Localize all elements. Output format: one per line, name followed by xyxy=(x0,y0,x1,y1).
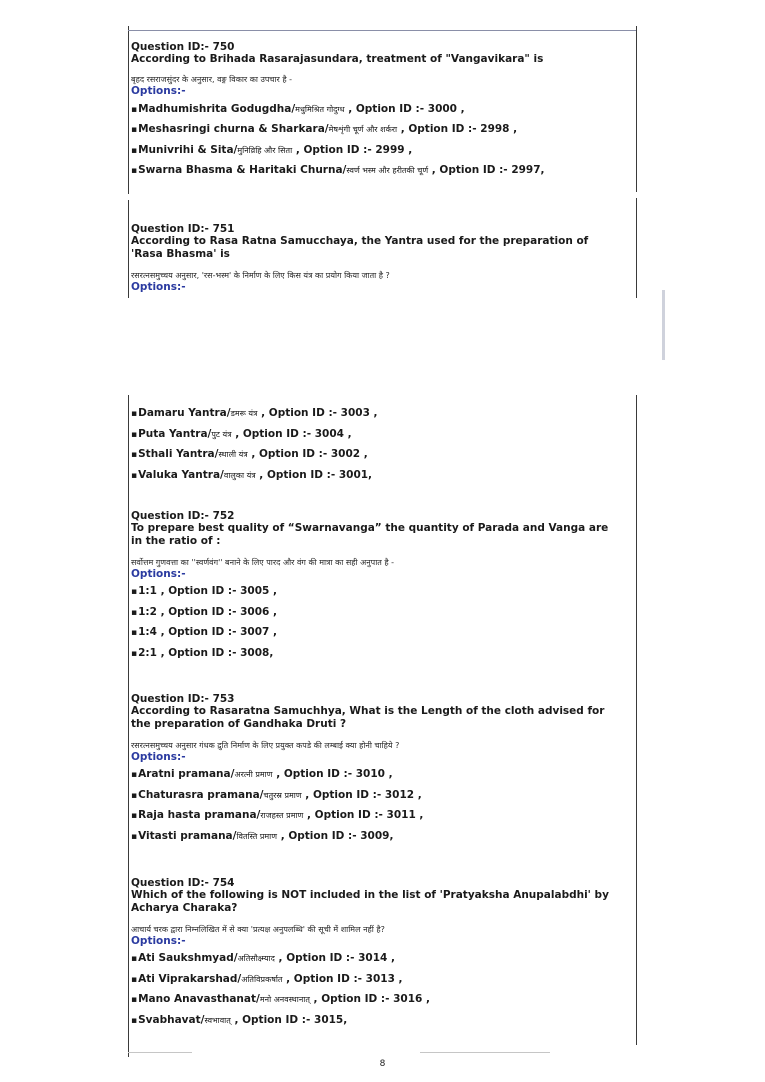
question-750 xyxy=(131,41,621,177)
right-border-mid xyxy=(636,198,637,298)
option-item: ▪ Valuka Yantra/वालुका यंत्र , Option ID :- 3001, xyxy=(131,469,621,482)
question-id: Question ID:- 753 xyxy=(131,693,235,705)
scan-mark xyxy=(662,290,665,360)
question-text: To prepare best quality of “Swarnavanga” the quantity of Parada and Vanga are in the ratio of : xyxy=(131,522,609,547)
option-item: ▪ Svabhavat/स्वभावात् , Option ID :- 3015, xyxy=(131,1014,621,1027)
page-number: 8 xyxy=(379,1059,386,1069)
left-border-bottom xyxy=(128,395,129,1057)
left-border-top xyxy=(128,26,129,194)
right-border-bottom xyxy=(636,395,637,1045)
option-item: ▪ 1:2 , Option ID :- 3006 , xyxy=(131,606,621,627)
bottom-rule-left xyxy=(128,1052,192,1053)
question-752 xyxy=(131,510,621,660)
option-item: ▪ Madhumishrita Godugdha/मधुमिश्रित गोदुग्ध , Option ID :- 3000 , xyxy=(131,103,621,124)
options-list xyxy=(131,103,621,178)
question-id: Question ID:- 750 xyxy=(131,41,235,53)
right-border-top xyxy=(636,26,637,192)
option-item: ▪ 1:1 , Option ID :- 3005 , xyxy=(131,585,621,606)
options-list xyxy=(131,585,621,660)
question-id: Question ID:- 751 xyxy=(131,223,235,235)
question-text-hindi: रसरत्नसमुच्चय अनुसार, 'रस-भस्म' के निर्माण के लिए किस यंत्र का प्रयोग किया जाता है ? xyxy=(131,271,390,280)
options-label: Options:- xyxy=(131,84,186,97)
option-item: ▪ Vitasti pramana/वितस्ति प्रमाण , Option ID :- 3009, xyxy=(131,830,621,843)
option-item: ▪ Aratni pramana/अरत्नी प्रमाण , Option ID :- 3010 , xyxy=(131,768,621,789)
options-label: Options:- xyxy=(131,568,186,580)
question-753 xyxy=(131,693,621,843)
option-item: ▪ 1:4 , Option ID :- 3007 , xyxy=(131,626,621,647)
options-label: Options:- xyxy=(131,935,186,947)
question-text-hindi: बृहद रसराजसुंदर के अनुसार, वङ्ग विकार का उपचार है - xyxy=(131,74,293,84)
question-text: According to Rasaratna Samuchhya, What is the Length of the cloth advised for the preparation of Gandhaka Druti ? xyxy=(131,705,605,730)
options-list xyxy=(131,768,621,843)
question-text-hindi: आचार्य चरक द्वारा निम्नलिखित में से क्या 'प्रत्यक्ष अनुपलब्धि' की सूची में शामिल नहीं है? xyxy=(131,925,385,934)
bottom-rule-right xyxy=(420,1052,550,1053)
option-item: ▪ Ati Viprakarshad/अतिविप्रकर्षात , Option ID :- 3013 , xyxy=(131,973,621,994)
question-text: According to Brihada Rasarajasundara, treatment of "Vangavikara" is xyxy=(131,53,544,65)
question-text-hindi: सर्वोत्तम गुणवत्ता का ''स्वर्णवंग'' बनाने के लिए पारद और वंग की मात्रा का सही अनुपात है - xyxy=(131,558,395,567)
question-text: Which of the following is NOT included in the list of 'Pratyaksha Anupalabdhi' by Acharya Charaka? xyxy=(131,889,609,914)
option-item: ▪ Puta Yantra/पुट यंत्र , Option ID :- 3004 , xyxy=(131,428,621,449)
question-id: Question ID:- 752 xyxy=(131,510,235,522)
question-754 xyxy=(131,877,621,1027)
option-item: ▪ Raja hasta pramana/राजहस्त प्रमाण , Option ID :- 3011 , xyxy=(131,809,621,830)
option-item: ▪ Damaru Yantra/डमरू यंत्र , Option ID :- 3003 , xyxy=(131,407,621,428)
options-label: Options:- xyxy=(131,281,186,293)
left-border-mid xyxy=(128,200,129,298)
option-item: ▪ Mano Anavasthanat/मनो अनवस्थानात् , Option ID :- 3016 , xyxy=(131,993,621,1014)
option-item: ▪ 2:1 , Option ID :- 3008, xyxy=(131,647,621,660)
options-label: Options:- xyxy=(131,751,186,763)
option-item: ▪ Munivrihi & Sita/मुनिव्रिहि और सिता , Option ID :- 2999 , xyxy=(131,144,621,165)
question-text-hindi: रसरत्नसमुच्चय अनुसार गंधक द्रुति निर्माण के लिए प्रयुक्त कपडे की लम्बाई क्या होनी चाहिये ? xyxy=(131,741,400,750)
question-id: Question ID:- 754 xyxy=(131,877,235,889)
options-list-751 xyxy=(131,407,621,482)
option-item: ▪ Sthali Yantra/स्थाली यंत्र , Option ID :- 3002 , xyxy=(131,448,621,469)
question-text: According to Rasa Ratna Samucchaya, the Yantra used for the preparation of 'Rasa Bhasma' is xyxy=(131,235,589,260)
option-item: ▪ Ati Saukshmyad/अतिसौक्ष्म्याद , Option ID :- 3014 , xyxy=(131,952,621,973)
question-751 xyxy=(131,223,621,293)
option-item: ▪ Swarna Bhasma & Haritaki Churna/स्वर्ण भस्म और हरीतकी चूर्ण , Option ID :- 2997, xyxy=(131,164,621,177)
option-item: ▪ Meshasringi churna & Sharkara/मेषशृंगी चूर्ण और शर्करा , Option ID :- 2998 , xyxy=(131,123,621,144)
option-item: ▪ Chaturasra pramana/चतुरस्र प्रमाण , Option ID :- 3012 , xyxy=(131,789,621,810)
options-list xyxy=(131,952,621,1027)
top-rule xyxy=(128,30,636,31)
